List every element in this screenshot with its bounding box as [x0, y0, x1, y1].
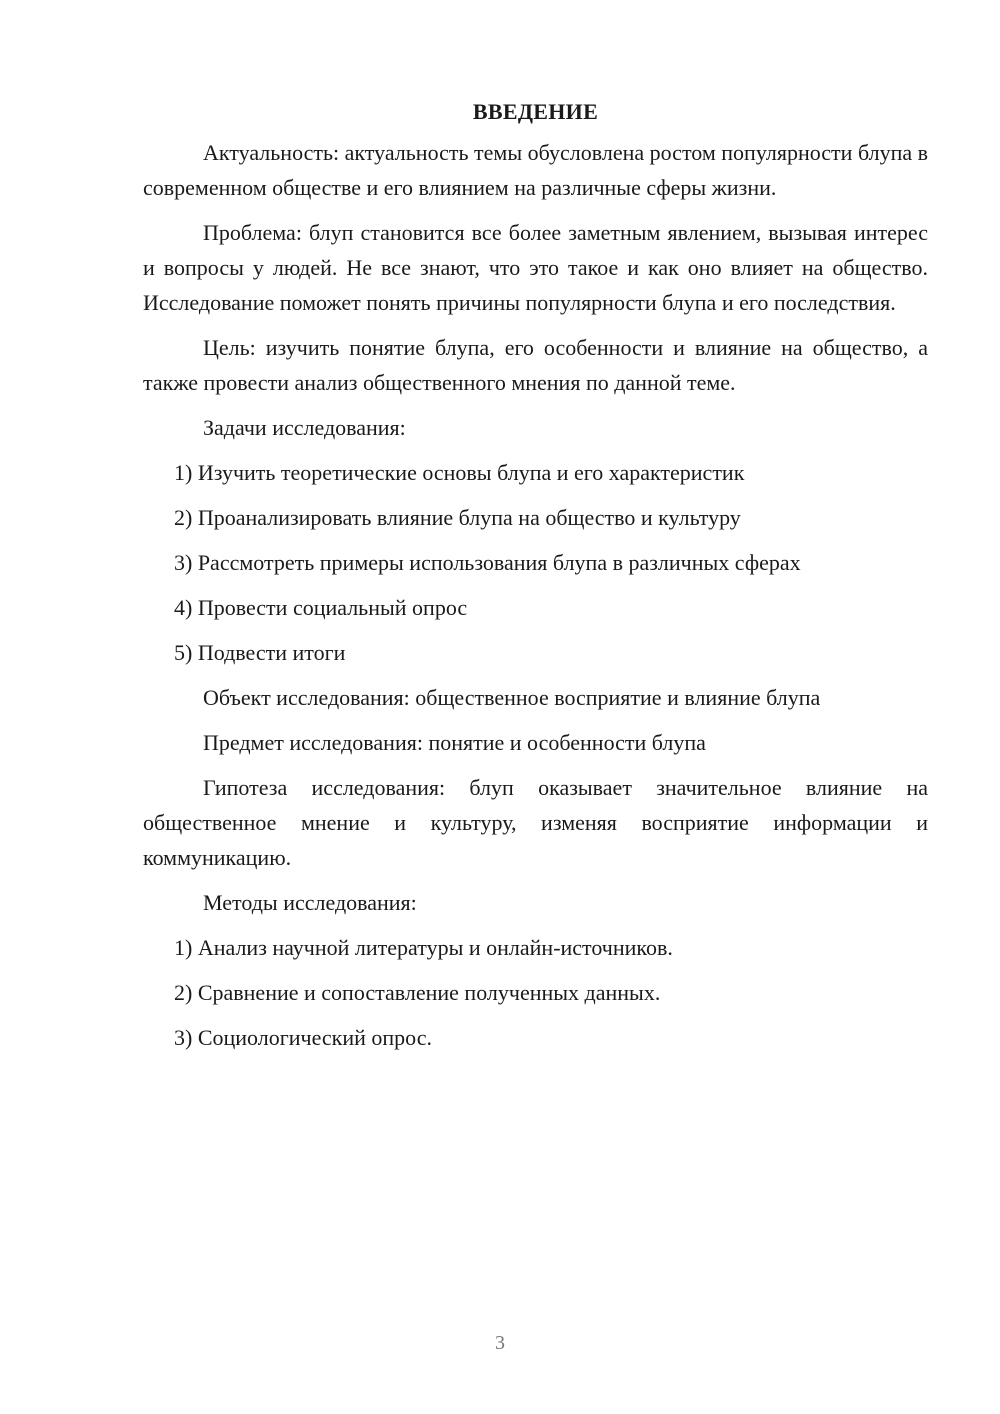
- hypothesis-paragraph: Гипотеза исследования: блуп оказывает значительное влияние на общественное мнение и культуру, изменяя восприятие информации и коммуникацию.: [143, 775, 928, 870]
- methods-list: [143, 930, 928, 1055]
- section-title: ВВЕДЕНИЕ: [472, 99, 599, 124]
- method-item: 2) Сравнение и сопоставление полученных данных.: [174, 980, 661, 1005]
- goal-paragraph: Цель: изучить понятие блупа, его особенности и влияние на общество, а также провести анализ общественного мнения по данной теме.: [143, 335, 928, 395]
- task-item: 3) Рассмотреть примеры использования блупа в различных сферах: [174, 550, 801, 575]
- method-item: 3) Социологический опрос.: [174, 1025, 432, 1050]
- methods-heading: Методы исследования:: [203, 890, 417, 915]
- task-item: 2) Проанализировать влияние блупа на общество и культуру: [174, 505, 741, 530]
- object-line: Объект исследования: общественное восприятие и влияние блупа: [203, 685, 821, 710]
- subject-line: Предмет исследования: понятие и особенности блупа: [203, 730, 706, 755]
- method-item: 1) Анализ научной литературы и онлайн-источников.: [174, 935, 673, 960]
- page-number: 3: [495, 1332, 505, 1354]
- task-item: 4) Провести социальный опрос: [174, 595, 468, 620]
- relevance-paragraph: Актуальность: актуальность темы обусловлена ростом популярности блупа в современном обществе и его влиянием на различные сферы жизни.: [143, 140, 928, 200]
- page-content: [143, 94, 928, 1065]
- task-item: 5) Подвести итоги: [174, 640, 346, 665]
- tasks-heading: Задачи исследования:: [203, 415, 406, 440]
- task-item: 1) Изучить теоретические основы блупа и его характеристик: [174, 460, 745, 485]
- tasks-list: [143, 455, 928, 670]
- problem-paragraph: Проблема: блуп становится все более заметным явлением, вызывая интерес и вопросы у людей. Не все знают, что это такое и как оно влияет на общество. Исследование поможет понять причины популярности блупа и его последствия.: [143, 220, 928, 315]
